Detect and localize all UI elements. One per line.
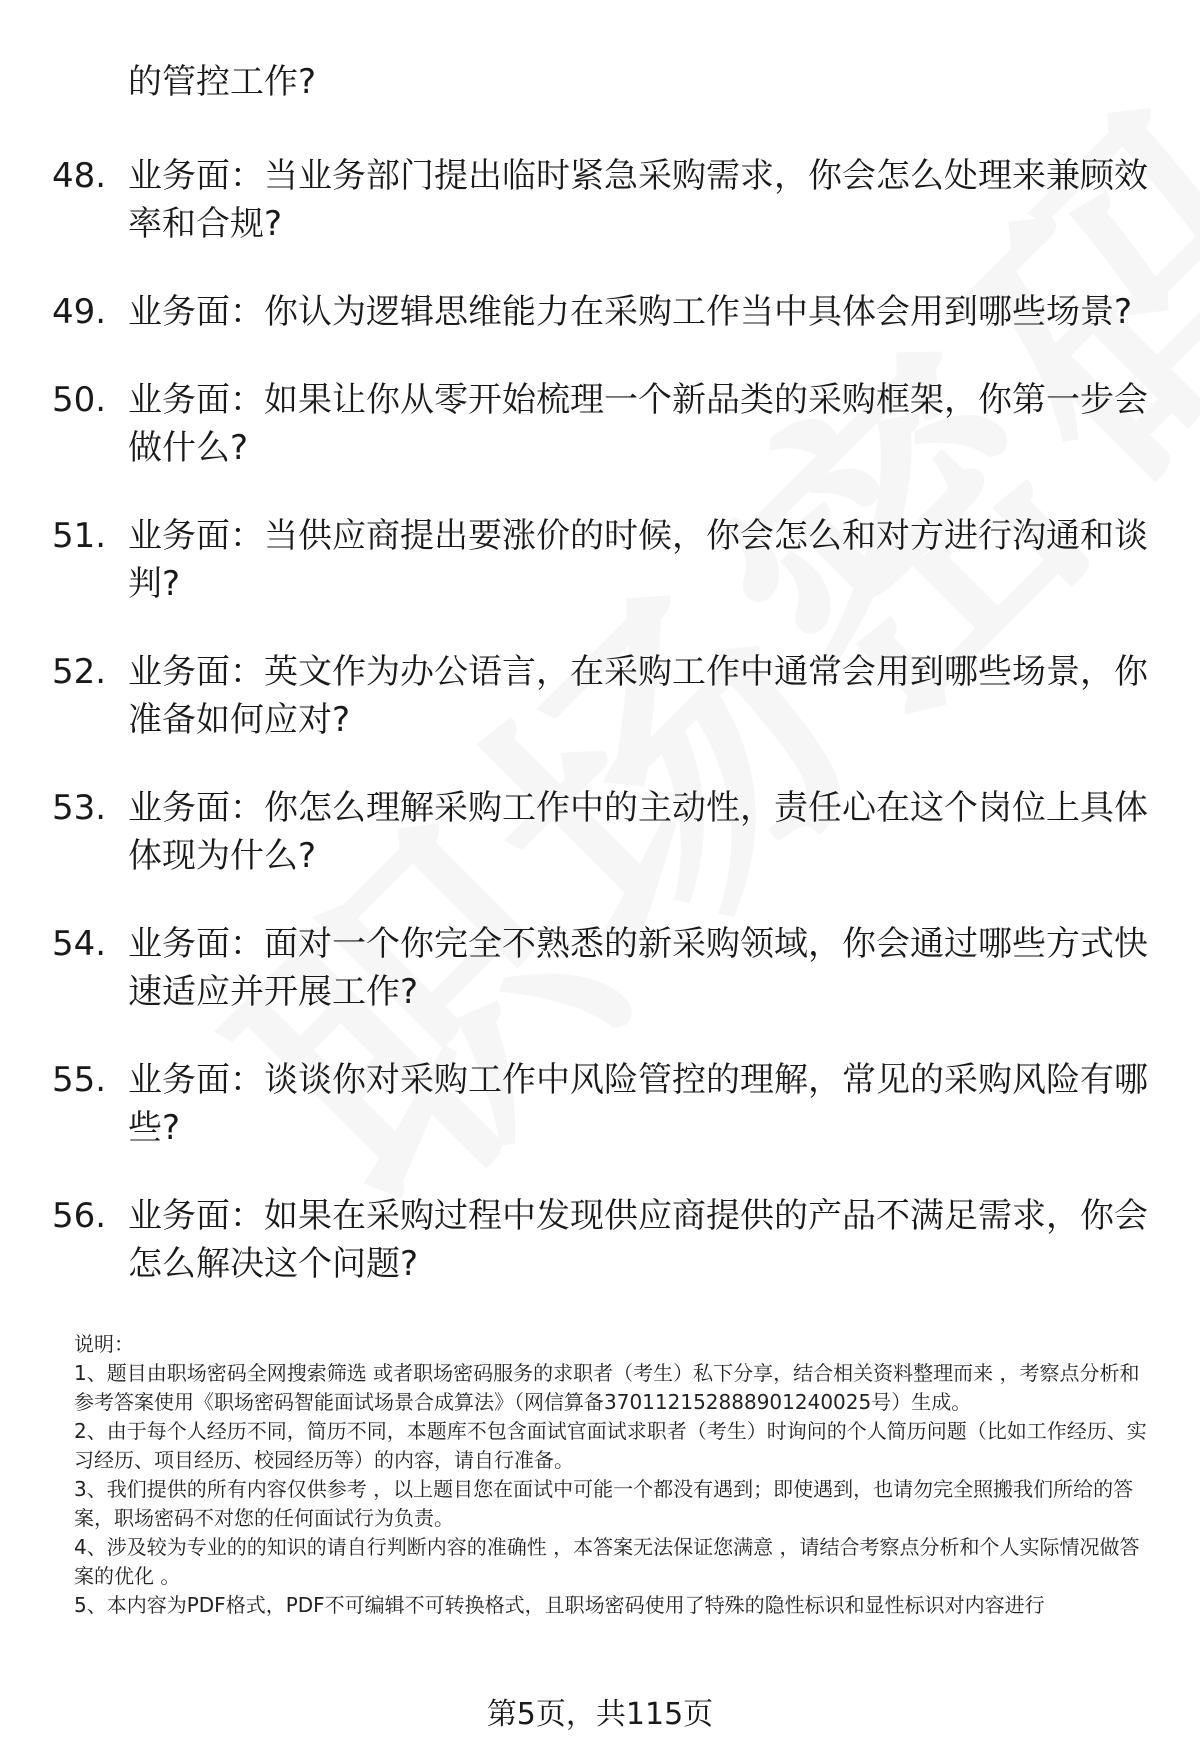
note-item: 2、由于每个人经历不同，简历不同，本题库不包含面试官面试求职者（考生）时询问的个人简历问题（比如工作经历、实习经历、项目经历、校园经历等）的内容，请自行准备。 [74,1419,1147,1472]
list-item [52,920,1152,1016]
question-number: 54. [52,924,107,964]
question-number: 53. [52,788,107,828]
question-text: 业务面：你怎么理解采购工作中的主动性，责任心在这个岗位上具体体现为什么? [128,788,1148,876]
question-text: 业务面：面对一个你完全不熟悉的新采购领域，你会通过哪些方式快速适应并开展工作? [128,924,1148,1012]
list-item [52,512,1152,608]
question-number: 51. [52,516,107,556]
question-number: 49. [52,292,107,332]
list-item [52,1192,1152,1288]
list-item [52,376,1152,472]
list-item [52,288,1152,336]
notes-heading: 说明： [74,1332,134,1356]
note-item: 1、题目由职场密码全网搜索筛选 或者职场密码服务的求职者（考生）私下分享，结合相关资料整理而来 ，考察点分析和参考答案使用《职场密码智能面试场景合成算法》（网信算备370112152888901240025号）生成。 [74,1361,1140,1414]
question-text: 业务面：当业务部门提出临时紧急采购需求，你会怎么处理来兼顾效率和合规? [128,156,1148,244]
question-text: 业务面：英文作为办公语言，在采购工作中通常会用到哪些场景，你准备如何应对? [128,652,1148,740]
note-item: 3、我们提供的所有内容仅供参考 ，以上题目您在面试中可能一个都没有遇到；即使遇到，也请勿完全照搬我们所给的答案，职场密码不对您的任何面试行为负责。 [74,1477,1134,1530]
question-number: 48. [52,156,107,196]
page-number: 第5页，共115页 [486,1697,714,1732]
question-number: 56. [52,1196,107,1236]
question-number: 52. [52,652,107,692]
question-list [52,58,1152,1328]
list-item [52,784,1152,880]
list-item [52,152,1152,248]
list-item [52,648,1152,744]
question-text: 业务面：当供应商提出要涨价的时候，你会怎么和对方进行沟通和谈判? [128,516,1148,604]
list-item [52,1056,1152,1152]
question-continuation: 的管控工作? [128,62,317,102]
question-number: 55. [52,1060,107,1100]
note-item: 5、本内容为PDF格式，PDF不可编辑不可转换格式，且职场密码使用了特殊的隐性标识和显性标识对内容进行 [74,1593,1045,1617]
question-text: 业务面：如果让你从零开始梳理一个新品类的采购框架，你第一步会做什么? [128,380,1148,468]
question-text: 业务面：如果在采购过程中发现供应商提供的产品不满足需求，你会怎么解决这个问题? [128,1196,1148,1284]
question-text: 业务面：谈谈你对采购工作中风险管控的理解，常见的采购风险有哪些? [128,1060,1148,1148]
notes-section [74,1330,1154,1620]
question-text: 业务面：你认为逻辑思维能力在采购工作当中具体会用到哪些场景? [128,292,1133,332]
note-item: 4、涉及较为专业的的知识的请自行判断内容的准确性 ，本答案无法保证您满意 ，请结合考察点分析和个人实际情况做答案的优化 。 [74,1535,1140,1588]
question-number: 50. [52,380,107,420]
